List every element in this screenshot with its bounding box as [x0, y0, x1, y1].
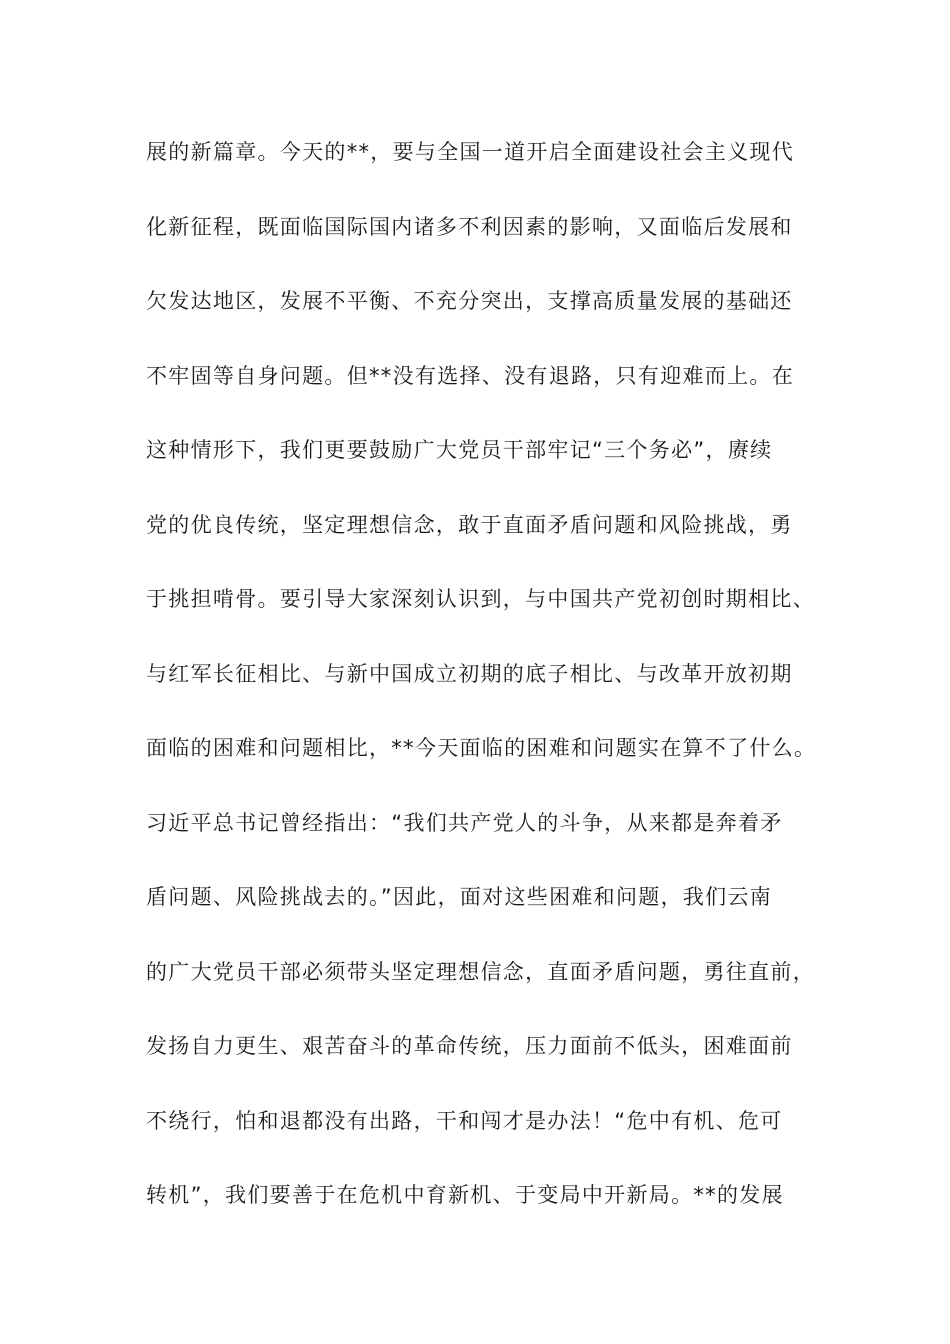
text-line: 这种情形下，我们更要鼓励广大党员干部牢记“三个务必”，赓续 — [146, 438, 773, 462]
text-line: 欠发达地区，发展不平衡、不充分突出，支撑高质量发展的基础还 — [146, 289, 793, 313]
text-line: 党的优良传统，坚定理想信念，敢于直面矛盾问题和风险挑战，勇 — [146, 512, 793, 537]
text-line: 展的新篇章。今天的**，要与全国一道开启全面建设社会主义现代 — [146, 140, 794, 164]
text-line: 于挑担啃骨。要引导大家深刻认识到，与中国共产党初创时期相比、 — [146, 587, 815, 611]
text-line: 习近平总书记曾经指出：“我们共产党人的斗争，从来都是奔着矛 — [146, 810, 783, 835]
text-line: 不牢固等自身问题。但**没有选择、没有退路，只有迎难而上。在 — [146, 363, 794, 388]
text-line: 的广大党员干部必须带头坚定理想信念，直面矛盾问题，勇往直前， — [146, 959, 815, 984]
text-line: 转机”，我们要善于在危机中育新机、于变局中开新局。**的发展 — [146, 1183, 784, 1207]
text-line: 化新征程，既面临国际国内诸多不利因素的影响，又面临后发展和 — [146, 214, 793, 239]
text-line: 与红军长征相比、与新中国成立初期的底子相比、与改革开放初期 — [146, 661, 793, 686]
body-text — [146, 130, 817, 1248]
text-line: 发扬自力更生、艰苦奋斗的革命传统，压力面前不低头，困难面前 — [146, 1034, 793, 1058]
text-line: 面临的困难和问题相比，**今天面临的困难和问题实在算不了什么。 — [146, 736, 817, 760]
text-line: 不绕行，怕和退都没有出路，干和闯才是办法！“危中有机、危可 — [146, 1108, 783, 1133]
text-line: 盾问题、风险挑战去的。”因此，面对这些困难和问题，我们云南 — [146, 885, 773, 909]
